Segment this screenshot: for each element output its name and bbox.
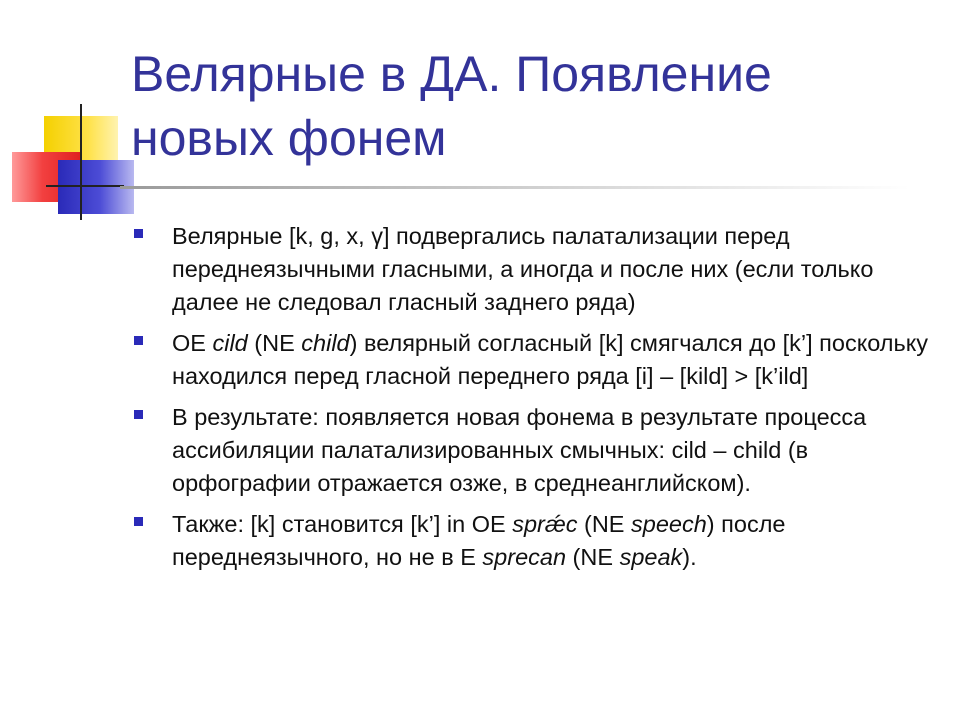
title-divider bbox=[120, 186, 910, 189]
square-bullet-icon bbox=[134, 229, 143, 238]
square-bullet-icon bbox=[134, 517, 143, 526]
bullet-text: OE cild (NE child) велярный согласный [k] смягчался до [k’] поскольку находился перед гласной переднего ряда [i] – [kild] > [k’ild] bbox=[172, 330, 929, 389]
bullet-text: Велярные [k, g, x, γ] подвергались палатализации перед переднеязычными гласными, а иногда и после них (если только далее не следовал гласный заднего ряда) bbox=[172, 223, 874, 315]
bullet-text: В результате: появляется новая фонема в результате процесса ассибиляции палатализированных смычных: cild – child (в орфографии отражается озже, в среднеанглийском). bbox=[172, 404, 867, 496]
logo-horizontal-line bbox=[46, 185, 124, 187]
square-bullet-icon bbox=[134, 336, 143, 345]
bullet-item bbox=[134, 508, 934, 574]
logo-vertical-line bbox=[80, 104, 82, 220]
slide-title: Велярные в ДА. Появление новых фонем bbox=[131, 46, 772, 166]
bullet-item bbox=[134, 327, 934, 393]
bullet-item bbox=[134, 220, 934, 319]
square-bullet-icon bbox=[134, 410, 143, 419]
bullet-text: Также: [k] становится [k’] in OE sprǽc (NE speech) после переднеязычного, но не в E sprecan (NE speak). bbox=[172, 511, 786, 570]
colored-squares-logo-icon bbox=[0, 0, 140, 230]
bullet-list bbox=[134, 220, 934, 582]
bullet-item bbox=[134, 401, 934, 500]
